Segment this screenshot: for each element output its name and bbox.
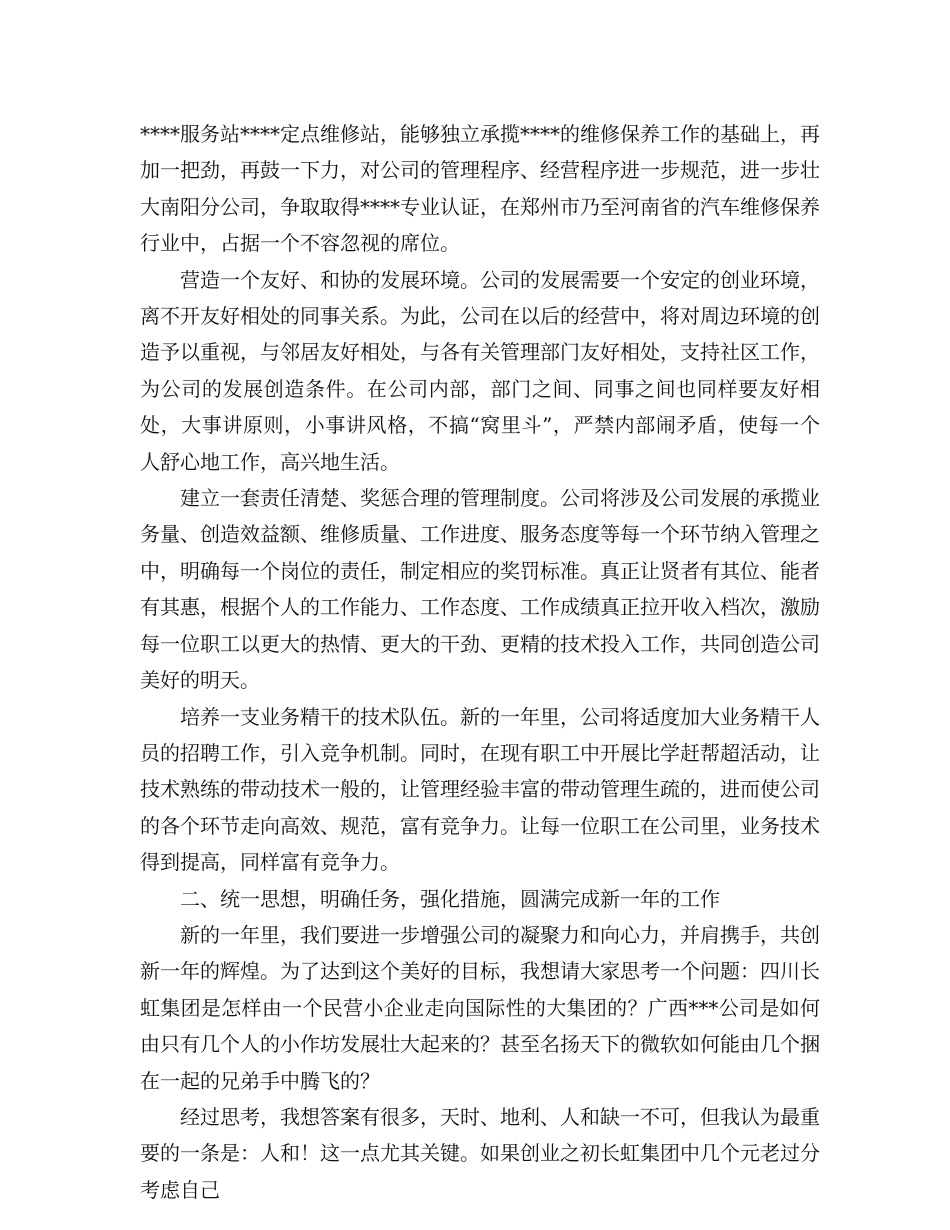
paragraph-6: 经过思考，我想答案有很多，天时、地利、人和缺一不可，但我认为最重要的一条是：人和！这一点尤其关键。如果创业之初长虹集团中几个元老过分考虑自己 [140, 1104, 820, 1202]
paragraph-3: 建立一套责任清楚、奖惩合理的管理制度。公司将涉及公司发展的承揽业务量、创造效益额、维修质量、工作进度、服务态度等每一个环节纳入管理之中，明确每一个岗位的责任，制定相应的奖罚标准。真正让贤者有其位、能者有其惠，根据个人的工作能力、工作态度、工作成绩真正拉开收入档次，激励每一位职工以更大的热情、更大的干劲、更精的技术投入工作，共同创造公司美好的明天。 [140, 486, 820, 693]
section-heading: 二、统一思想，明确任务，强化措施，圆满完成新一年的工作 [180, 886, 720, 911]
paragraph-1: ****服务站****定点维修站，能够独立承揽****的维修保养工作的基础上，再加一把劲，再鼓一下力，对公司的管理程序、经营程序进一步规范，进一步壮大南阳分公司，争取取得****专业认证，在郑州市乃至河南省的汽车维修保养行业中，占据一个不容忽视的席位。 [140, 122, 820, 256]
paragraph-5: 新的一年里，我们要进一步增强公司的凝聚力和向心力，并肩携手，共创新一年的辉煌。为了达到这个美好的目标，我想请大家思考一个问题：四川长虹集团是怎样由一个民营小企业走向国际性的大集团的？广西***公司是如何由只有几个人的小作坊发展壮大起来的？甚至名扬天下的微软如何能由几个捆在一起的兄弟手中腾飞的？ [140, 922, 820, 1093]
document-page [140, 116, 820, 1208]
paragraph-2: 营造一个友好、和协的发展环境。公司的发展需要一个安定的创业环境，离不开友好相处的同事关系。为此，公司在以后的经营中，将对周边环境的创造予以重视，与邻居友好相处，与各有关管理部门友好相处，支持社区工作，为公司的发展创造条件。在公司内部，部门之间、同事之间也同样要友好相处，大事讲原则，小事讲风格，不搞“窝里斗”，严禁内部闹矛盾，使每一个人舒心地工作，高兴地生活。 [140, 267, 820, 474]
paragraph-4: 培养一支业务精干的技术队伍。新的一年里，公司将适度加大业务精干人员的招聘工作，引入竞争机制。同时，在现有职工中开展比学赶帮超活动，让技术熟练的带动技术一般的，让管理经验丰富的带动管理生疏的，进而使公司的各个环节走向高效、规范，富有竞争力。让每一位职工在公司里，业务技术得到提高，同样富有竞争力。 [140, 704, 820, 875]
